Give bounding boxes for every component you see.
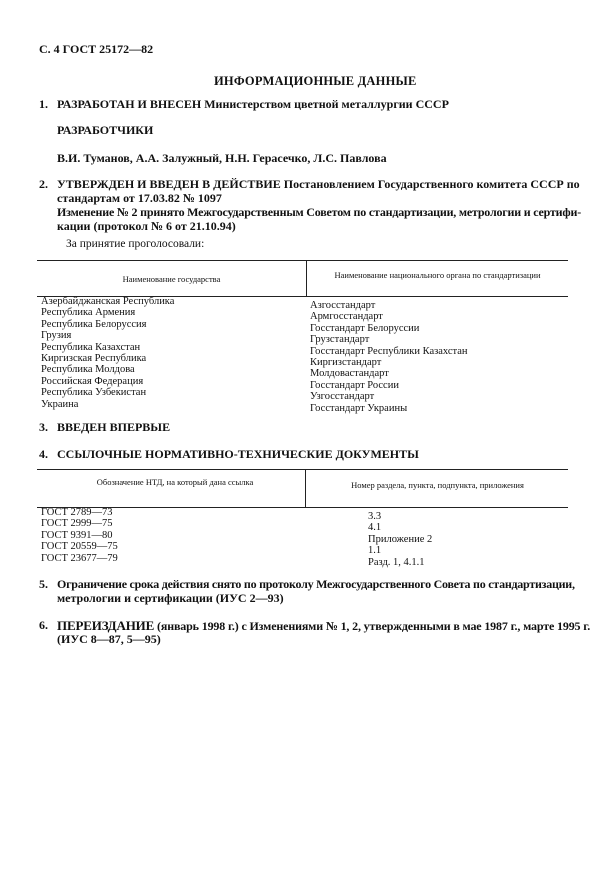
state-cell: Грузия bbox=[41, 330, 72, 342]
doc-cell: ГОСТ 2789—73 bbox=[41, 507, 113, 518]
s5-number: 5. bbox=[39, 577, 48, 591]
table2-refs-column bbox=[368, 511, 432, 568]
state-cell: Республика Молдова bbox=[41, 364, 135, 376]
table2-col-doc: Обозначение НТД, на который дана ссылка bbox=[96, 477, 254, 487]
body-cell: Молдовастандарт bbox=[310, 368, 389, 380]
s2-voted: За принятие проголосовали: bbox=[66, 238, 205, 250]
doc-cell: ГОСТ 23677—79 bbox=[41, 552, 118, 564]
table1-top-rule bbox=[37, 260, 568, 261]
table1-bodies-column bbox=[310, 300, 468, 414]
s6-lead: ПЕРЕИЗДАНИЕ bbox=[57, 618, 155, 633]
ref-cell: 3.3 bbox=[368, 511, 382, 522]
s2-lead: УТВЕРЖДЕН И ВВЕДЕН В ДЕЙСТВИЕ bbox=[57, 177, 281, 191]
ref-cell: Разд. 1, 4.1.1 bbox=[368, 556, 425, 568]
s2-text2: стандартам от 17.03.82 № 1097 bbox=[57, 191, 222, 205]
s4-number: 4. bbox=[39, 447, 48, 461]
s1-number: 1. bbox=[39, 97, 48, 111]
ref-cell: 1.1 bbox=[368, 545, 382, 557]
s3-number: 3. bbox=[39, 420, 48, 434]
ref-cell: Приложение 2 bbox=[368, 533, 433, 545]
table2-docs-column bbox=[41, 507, 118, 564]
s1-paragraph bbox=[57, 97, 449, 112]
s1-lead: РАЗРАБОТАН И ВНЕСЕН bbox=[57, 97, 202, 111]
page-header: С. 4 ГОСТ 25172—82 bbox=[39, 42, 154, 56]
s5-text1: Ограничение срока действия снято по протоколу Межгосударственного Совета по стандартизации, bbox=[57, 577, 575, 591]
ref-cell: 4.1 bbox=[368, 522, 382, 534]
state-cell: Республика Узбекистан bbox=[41, 387, 147, 399]
table1-column-divider bbox=[306, 260, 307, 296]
s6-number: 6. bbox=[39, 618, 48, 632]
state-cell: Республика Армения bbox=[41, 307, 136, 319]
body-cell: Азгосстандарт bbox=[310, 300, 376, 311]
page-title: ИНФОРМАЦИОННЫЕ ДАННЫЕ bbox=[214, 74, 417, 88]
s2-text1: Постановлением Государственного комитета СССР по bbox=[283, 177, 580, 191]
body-cell: Госстандарт Украины bbox=[310, 402, 408, 414]
body-cell: Госстандарт Республики Казахстан bbox=[310, 345, 468, 357]
doc-cell: ГОСТ 2999—75 bbox=[41, 518, 113, 530]
state-cell: Республика Казахстан bbox=[41, 341, 141, 353]
table2-col-ref: Номер раздела, пункта, подпункта, приложения bbox=[351, 480, 524, 490]
body-cell: Киргизстандарт bbox=[310, 357, 382, 369]
s2-text4: кации (протокол № 6 от 21.10.94) bbox=[57, 219, 236, 233]
s5-text2: метрологии и сертификации (ИУС 2—93) bbox=[57, 591, 284, 605]
doc-cell: ГОСТ 9391—80 bbox=[41, 529, 113, 541]
s3-text: ВВЕДЕН ВПЕРВЫЕ bbox=[57, 420, 171, 434]
state-cell: Киргизская Республика bbox=[41, 353, 147, 365]
table1-col-state: Наименование государства bbox=[122, 274, 221, 284]
table1-col-body: Наименование национального органа по стандартизации bbox=[334, 270, 541, 280]
s2-text3: Изменение № 2 принято Межгосударственным Советом по стандартизации, метрологии и сертифи- bbox=[57, 205, 582, 219]
body-cell: Грузстандарт bbox=[310, 334, 370, 346]
state-cell: Азербайджанская Республика bbox=[41, 296, 175, 307]
body-cell: Узгосстандарт bbox=[310, 391, 375, 403]
table2-column-divider bbox=[305, 469, 306, 507]
state-cell: Республика Белоруссия bbox=[41, 318, 147, 330]
s1-developers-title: РАЗРАБОТЧИКИ bbox=[57, 123, 154, 137]
doc-cell: ГОСТ 20559—75 bbox=[41, 541, 118, 553]
s6-text1: (январь 1998 г.) с Изменениями № 1, 2, утвержденными в мае 1987 г., марте 1995 г. bbox=[157, 619, 591, 633]
state-cell: Украина bbox=[41, 398, 79, 410]
body-cell: Армгосстандарт bbox=[310, 311, 383, 323]
body-cell: Госстандарт России bbox=[310, 379, 399, 391]
s1-developers: В.И. Туманов, А.А. Залужный, Н.Н. Герасечко, Л.С. Павлова bbox=[57, 151, 387, 165]
table2-top-rule bbox=[37, 469, 568, 470]
s4-text: ССЫЛОЧНЫЕ НОРМАТИВНО-ТЕХНИЧЕСКИЕ ДОКУМЕНТЫ bbox=[57, 447, 419, 461]
s1-text: Министерством цветной металлургии СССР bbox=[204, 97, 449, 111]
body-cell: Госстандарт Белоруссии bbox=[310, 322, 420, 334]
table1-states-column bbox=[41, 296, 174, 410]
s2-line1 bbox=[57, 177, 580, 192]
state-cell: Российская Федерация bbox=[41, 375, 144, 387]
s2-number: 2. bbox=[39, 177, 48, 191]
s6-text2: (ИУС 8—87, 5—95) bbox=[57, 632, 161, 646]
